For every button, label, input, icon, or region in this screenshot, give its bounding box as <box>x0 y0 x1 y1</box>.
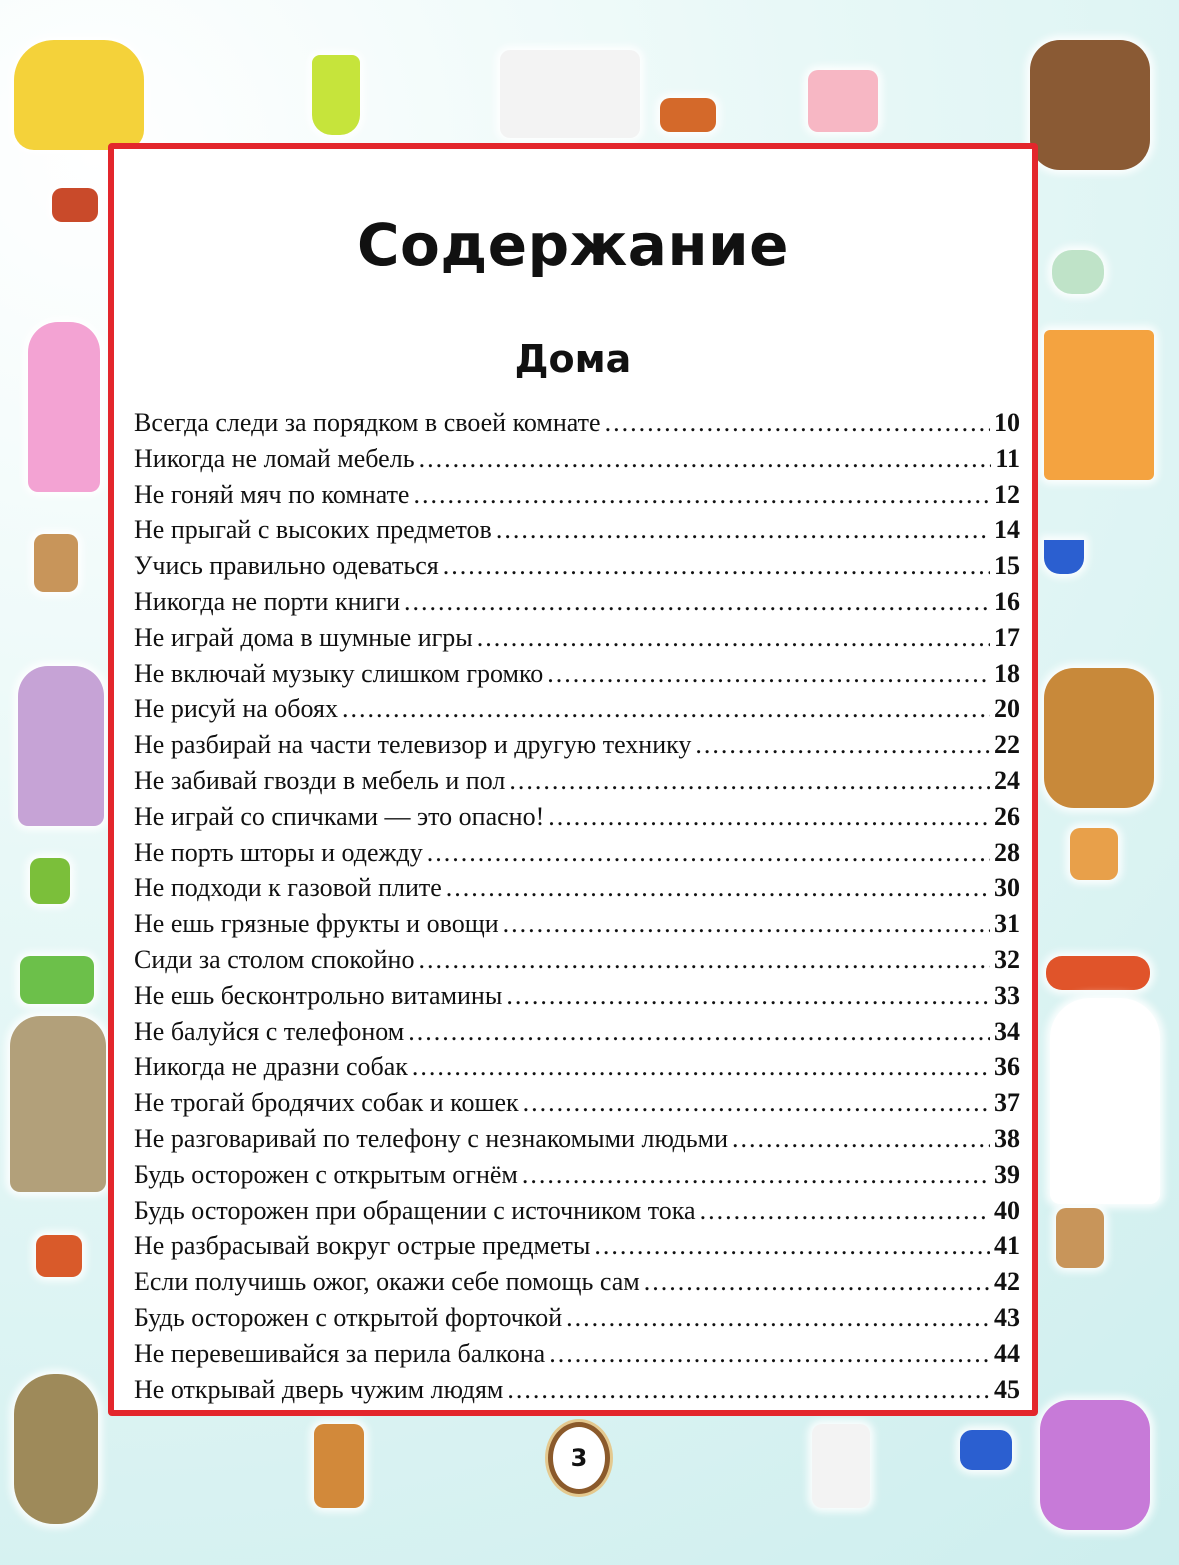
toc-entry-page: 28 <box>994 837 1020 867</box>
section-title: Дома <box>514 337 632 381</box>
toc-entry[interactable] <box>134 873 1020 909</box>
toc-entry-title: Не перевешивайся за перила балкона <box>134 1338 546 1368</box>
toc-leader-dots <box>507 1375 990 1405</box>
phone-illustration <box>808 70 878 132</box>
toc-entry-title: Не разбрасывай вокруг острые предметы <box>134 1231 591 1261</box>
cat-with-tv-illustration <box>10 1016 106 1192</box>
belt-illustration <box>1046 956 1150 990</box>
house-illustration <box>1044 330 1154 480</box>
toc-entry-page: 33 <box>994 980 1020 1010</box>
toc-leader-dots <box>419 444 992 474</box>
toc-entry-page: 24 <box>994 765 1020 795</box>
cup-illustration <box>1044 540 1084 574</box>
mouse-in-bed-illustration <box>14 40 144 150</box>
toc-leader-dots <box>404 587 990 617</box>
toc-entry[interactable] <box>134 1303 1020 1339</box>
toc-entry-page: 45 <box>994 1374 1020 1404</box>
toc-entry-title: Не подходи к газовой плите <box>134 873 442 903</box>
toc-entry-page: 30 <box>994 873 1020 903</box>
toc-entry-page: 43 <box>994 1302 1020 1332</box>
toc-entry-page: 26 <box>994 801 1020 831</box>
toc-entry[interactable] <box>134 408 1020 444</box>
toc-entry-page: 22 <box>994 730 1020 760</box>
toc-leader-dots <box>446 873 990 903</box>
toc-entry[interactable] <box>134 1196 1020 1232</box>
toc-leader-dots <box>408 1017 990 1047</box>
toc-entry-title: Если получишь ожог, окажи себе помощь сам <box>134 1267 640 1297</box>
goose-illustration <box>1050 998 1160 1204</box>
toc-entry-title: Не ешь грязные фрукты и овощи <box>134 909 499 939</box>
toc-leader-dots <box>418 945 990 975</box>
dog-reading-illustration <box>1030 40 1150 170</box>
chair-right-illustration <box>1056 1208 1104 1268</box>
toc-entry[interactable] <box>134 909 1020 945</box>
toc-entry[interactable] <box>134 444 1020 480</box>
toc-entry-page: 32 <box>994 944 1020 974</box>
toc-entry-title: Не трогай бродячих собак и кошек <box>134 1088 519 1118</box>
teddy-on-rocking-horse-illustration <box>1044 668 1154 808</box>
toc-leader-dots <box>427 838 990 868</box>
toc-entry[interactable] <box>134 1017 1020 1053</box>
toc-entry[interactable] <box>134 802 1020 838</box>
toc-entry-page: 36 <box>994 1052 1020 1082</box>
toc-entry-title: Никогда не порти книги <box>134 586 400 616</box>
toc-entry-page: 37 <box>994 1088 1020 1118</box>
toc-entry-page: 38 <box>994 1123 1020 1153</box>
toc-entry[interactable] <box>134 1339 1020 1375</box>
toc-entry[interactable] <box>134 1052 1020 1088</box>
toc-entry-title: Не разбирай на части телевизор и другую технику <box>134 730 692 760</box>
toc-entry-title: Никогда не дразни собак <box>134 1052 408 1082</box>
toc-leader-dots <box>594 1231 990 1261</box>
toc-entry-page: 12 <box>994 479 1020 509</box>
page-number: 3 <box>548 1422 610 1494</box>
toc-entry[interactable] <box>134 1267 1020 1303</box>
toc-leader-dots <box>509 766 990 796</box>
toc-entry-title: Не открывай дверь чужим людям <box>134 1374 504 1404</box>
toc-entry[interactable] <box>134 623 1020 659</box>
tea-party-illustration <box>500 50 640 138</box>
toc-entry[interactable] <box>134 480 1020 516</box>
toc-entry-page: 41 <box>994 1231 1020 1261</box>
shoe-illustration <box>36 1235 82 1277</box>
toc-leader-dots <box>413 480 990 510</box>
boot-right-illustration <box>1070 828 1118 880</box>
kettle-illustration <box>1052 250 1104 294</box>
toc-leader-dots <box>443 551 990 581</box>
toc-entry-page: 14 <box>994 515 1020 545</box>
toc-entry-title: Сиди за столом спокойно <box>134 944 415 974</box>
toc-entry[interactable] <box>134 1088 1020 1124</box>
toc-leader-dots <box>503 909 990 939</box>
toc-entry-title: Не балуйся с телефоном <box>134 1016 405 1046</box>
toc-entry-title: Не гоняй мяч по комнате <box>134 479 410 509</box>
cat-lady-illustration <box>28 322 100 492</box>
toc-entry-page: 10 <box>994 408 1020 437</box>
toc-entry[interactable] <box>134 551 1020 587</box>
toc-entry-title: Не порть шторы и одежду <box>134 837 423 867</box>
toc-leader-dots <box>412 1052 990 1082</box>
boot-illustration <box>660 98 716 132</box>
toc-entry[interactable] <box>134 659 1020 695</box>
toc-entry-page: 15 <box>994 551 1020 581</box>
toc-entry-title: Учись правильно одеваться <box>134 551 439 581</box>
toc-leader-dots <box>605 408 990 438</box>
toc-entry-title: Не ешь бесконтрольно витамины <box>134 980 503 1010</box>
toc-entry-page: 18 <box>994 658 1020 688</box>
toc-entry[interactable] <box>134 838 1020 874</box>
toc-entry[interactable] <box>134 515 1020 551</box>
page-title: Содержание <box>356 211 789 279</box>
toc-entry[interactable] <box>134 981 1020 1017</box>
toc-entry-page: 34 <box>994 1016 1020 1046</box>
toc-entry-title: Не рисуй на обоях <box>134 694 338 724</box>
toc-entry-title: Всегда следи за порядком в своей комнате <box>134 408 601 437</box>
toc-leader-dots <box>548 802 990 832</box>
toc-leader-dots <box>644 1267 990 1297</box>
toc-leader-dots <box>695 730 990 760</box>
book-illustration <box>52 188 98 222</box>
cat-cook-illustration <box>18 666 104 826</box>
toc-entry-title: Не включай музыку слишком громко <box>134 658 544 688</box>
pot-illustration <box>960 1430 1012 1470</box>
toc-entry-page: 17 <box>994 622 1020 652</box>
turtle-illustration <box>14 1374 98 1524</box>
toc-leader-dots <box>506 981 990 1011</box>
toc-entry-page: 44 <box>994 1338 1020 1368</box>
toc-entry[interactable] <box>134 1160 1020 1196</box>
toc-entry-page: 16 <box>994 586 1020 616</box>
toc-entry-title: Будь осторожен с открытой форточкой <box>134 1302 563 1332</box>
toc-entry-title: Не разговаривай по телефону с незнакомыми людьми <box>134 1123 729 1153</box>
toc-leader-dots <box>522 1160 990 1190</box>
chair-illustration <box>34 534 78 592</box>
toc-leader-dots <box>547 659 990 689</box>
toc-leader-dots <box>700 1196 990 1226</box>
wardrobe-illustration <box>314 1424 364 1508</box>
toc-entry-page: 40 <box>994 1195 1020 1225</box>
toc-entry[interactable] <box>134 1124 1020 1160</box>
toc-entry-title: Не играй со спичками — это опасно! <box>134 801 545 831</box>
toc-leader-dots <box>549 1339 990 1369</box>
toc-entry-title: Не прыгай с высоких предметов <box>134 515 492 545</box>
toc-entry-title: Никогда не ломай мебель <box>134 443 415 473</box>
toc-entry-title: Будь осторожен с открытым огнём <box>134 1159 518 1189</box>
cat-in-armchair-illustration <box>1040 1400 1150 1530</box>
toc-leader-dots <box>566 1303 990 1333</box>
toc-entry-page: 42 <box>994 1267 1020 1297</box>
toc-leader-dots <box>477 623 990 653</box>
toc-leader-dots <box>342 694 990 724</box>
washing-machine-illustration <box>812 1424 870 1508</box>
toc-entry[interactable] <box>134 945 1020 981</box>
scarf-illustration <box>20 956 94 1004</box>
toc-entry[interactable] <box>134 766 1020 802</box>
sock-illustration <box>30 858 70 904</box>
toc-entry[interactable] <box>134 694 1020 730</box>
lamp-illustration <box>312 55 360 135</box>
toc-entry-page: 39 <box>994 1159 1020 1189</box>
toc-leader-dots <box>496 515 990 545</box>
toc-entry-page: 20 <box>994 694 1020 724</box>
toc-leader-dots <box>523 1088 990 1118</box>
content-page <box>108 143 1038 1416</box>
toc-entry[interactable] <box>134 1375 1020 1411</box>
toc-entry-title: Не забивай гвозди в мебель и пол <box>134 765 506 795</box>
toc-entry[interactable] <box>134 1231 1020 1267</box>
toc-entry[interactable] <box>134 730 1020 766</box>
toc-entry-page: 11 <box>995 443 1020 473</box>
toc-leader-dots <box>732 1124 990 1154</box>
toc-entry-title: Не играй дома в шумные игры <box>134 622 473 652</box>
toc-entry[interactable] <box>134 587 1020 623</box>
table-of-contents <box>134 408 1020 1410</box>
toc-entry-page: 31 <box>994 909 1020 939</box>
toc-entry-title: Будь осторожен при обращении с источником тока <box>134 1195 696 1225</box>
